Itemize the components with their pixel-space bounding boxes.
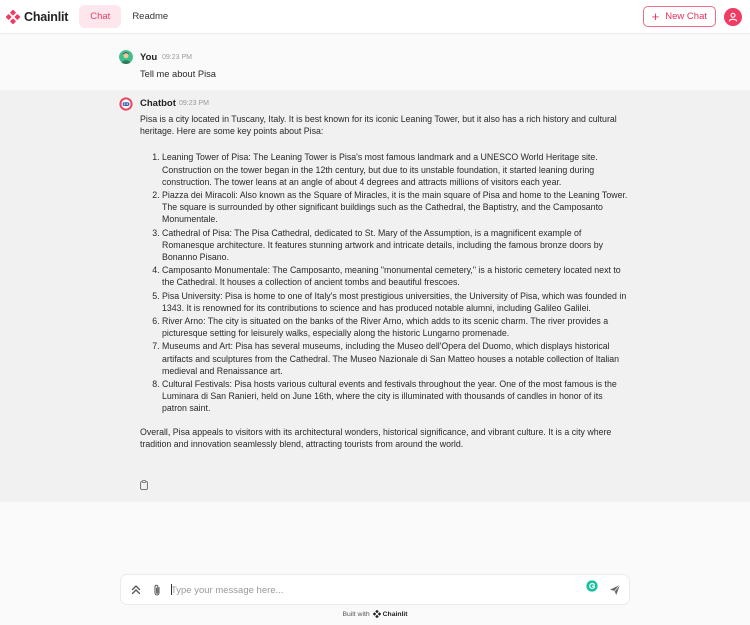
message-content (140, 113, 628, 450)
plus-icon: + (651, 9, 660, 24)
user-menu-avatar[interactable] (724, 8, 742, 26)
new-chat-button[interactable] (643, 6, 716, 27)
chatbot-message (0, 90, 750, 502)
copy-icon[interactable] (140, 480, 148, 490)
chainlit-logo-icon (373, 610, 381, 618)
user-message (0, 44, 750, 88)
message-timestamp: 09:23 PM (179, 100, 209, 107)
message-text: Tell me about Pisa (140, 69, 216, 79)
message-input[interactable] (171, 581, 571, 599)
brand-name: Chainlit (24, 9, 69, 24)
chevrons-up-icon[interactable] (130, 583, 142, 597)
list-item: 7. Museums and Art: Pisa has several museums, including the Museo dell'Opera del Duomo, which displays historical artifacts and sculptures from the Cathedral. The Museo Nazionale di San Matteo houses a notable collection of Italian medieval and Renaissance art. (162, 340, 628, 377)
user-avatar-icon (119, 50, 133, 64)
list-item: 8. Cultural Festivals: Pisa hosts various cultural events and festivals throughout the year. One of the most famous is the Luminara di San Ranieri, held on June 16th, where the city is illuminated with thousands of candles in honor of its patron saint. (162, 378, 628, 415)
message-composer (120, 574, 630, 605)
message-intro: Pisa is a city located in Tuscany, Italy. It is best known for its iconic Leaning Tower, but it also has a rich history and cultural heritage. Here are some key points about Pisa: (140, 114, 617, 137)
list-item: 5. Pisa University: Pisa is home to one of Italy's most prestigious universities, the University of Pisa, which was founded in 1343. It is renowned for its contributions to science and has produced notable alumni, including Galileo Galilei. (162, 290, 628, 314)
paperclip-icon[interactable] (152, 583, 162, 597)
built-with-footer (0, 610, 750, 618)
message-author: Chatbot (140, 98, 176, 109)
message-outro: Overall, Pisa appeals to visitors with its architectural wonders, historical significance, and vibrant culture. It is a city where tradition and innovation seamlessly blend, attracting tourists from around the world. (140, 426, 612, 449)
brand-logo[interactable] (6, 10, 68, 24)
send-icon[interactable] (609, 584, 621, 596)
key-points-list (162, 151, 628, 414)
list-item: 1. Leaning Tower of Pisa: The Leaning Tower is Pisa's most famous landmark and a UNESCO World Heritage site. Construction on the tower began in the 12th century, but due to its unstable foundation, it started leaning during construction. The tower leans at an angle of about 4 degrees and attracts millions of visitors each year. (162, 151, 628, 188)
list-item: 4. Camposanto Monumentale: The Camposanto, meaning "monumental cemetery," is a historic cemetery located next to the Cathedral. It houses a collection of ancient tombs and beautiful frescoes. (162, 264, 628, 288)
list-item: 2. Piazza dei Miracoli: Also known as the Square of Miracles, it is the main square of Pisa and home to the Leaning Tower. The square is surrounded by other significant buildings such as the Cathedral, the Baptistry, and the Camposanto Monumentale. (162, 189, 628, 226)
list-item: 6. River Arno: The city is situated on the banks of the River Arno, which adds to its scenic charm. The river provides a picturesque setting for leisurely walks, especially along the historic Lungarno promenade. (162, 315, 628, 339)
nav-tabs (79, 5, 179, 28)
chat-background (0, 502, 750, 625)
footer-prefix: Built with (342, 610, 370, 618)
chatbot-avatar-icon (119, 97, 133, 111)
list-item: 3. Cathedral of Pisa: The Pisa Cathedral, dedicated to St. Mary of the Assumption, is a magnificent example of Romanesque architecture. It features stunning artwork and intricate details, including the famous bronze doors by Bonanno Pisano. (162, 227, 628, 264)
tab-chat[interactable]: Chat (79, 5, 121, 28)
footer-brand: Chainlit (382, 610, 408, 618)
footer-brand-link[interactable] (373, 610, 408, 618)
grammarly-icon[interactable] (586, 580, 598, 592)
app-header (0, 0, 750, 34)
user-icon (728, 12, 738, 22)
tab-readme[interactable]: Readme (132, 11, 169, 22)
chainlit-logo-icon (6, 10, 20, 24)
new-chat-label: New Chat (665, 11, 707, 22)
message-author: You (140, 52, 158, 63)
text-cursor (171, 584, 172, 595)
message-timestamp: 09:23 PM (162, 54, 192, 61)
